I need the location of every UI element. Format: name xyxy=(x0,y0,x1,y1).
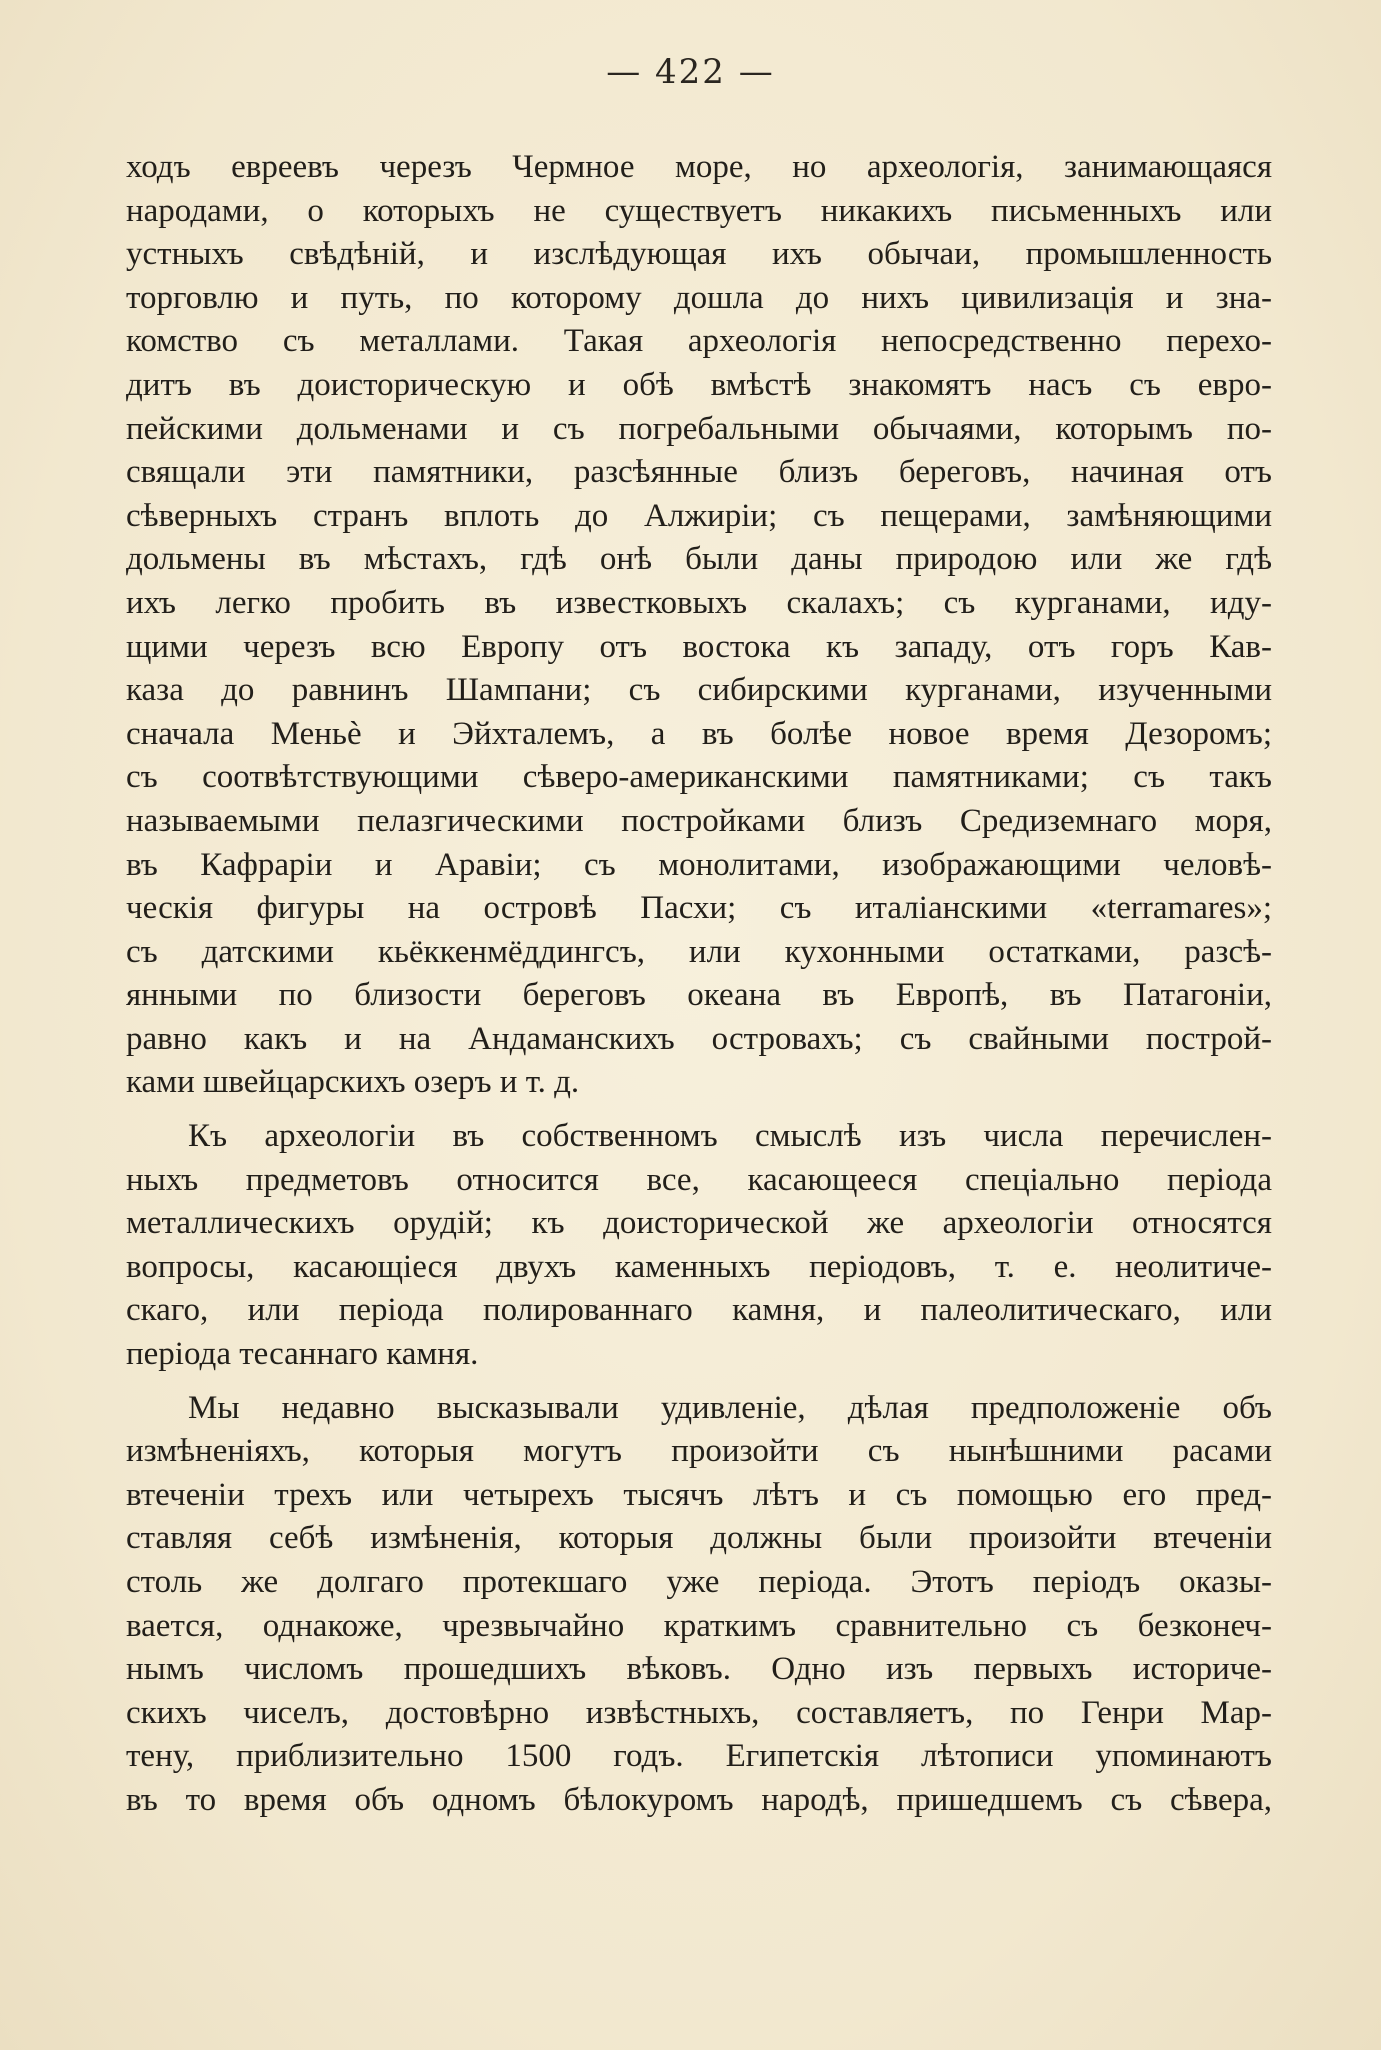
text-line: ками швейцарскихъ озеръ и т. д. xyxy=(126,1064,580,1101)
text-line: сѣверныхъ странъ вплоть до Алжиріи; съ пещерами, замѣняющими xyxy=(126,497,1272,534)
text-line: устныхъ свѣдѣній, и изслѣдующая ихъ обычаи, промышленность xyxy=(126,236,1272,273)
body-text xyxy=(126,146,1272,1823)
text-line: янными по близости береговъ океана въ Европѣ, въ Патагоніи, xyxy=(126,977,1272,1014)
text-line: свящали эти памятники, разсѣянные близъ береговъ, начиная отъ xyxy=(126,454,1272,491)
text-line: столь же долгаго протекшаго уже періода. Этотъ періодъ оказы- xyxy=(126,1564,1272,1600)
text-line: народами, о которыхъ не существуетъ никакихъ письменныхъ или xyxy=(126,192,1272,229)
text-line: скаго, или періода полированнаго камня, и палеолитическаго, или xyxy=(126,1292,1272,1329)
text-line: съ соотвѣтствующими сѣверо-американскими памятниками; съ такъ xyxy=(126,759,1272,796)
text-line: дитъ въ доисторическую и обѣ вмѣстѣ знакомятъ насъ съ евро- xyxy=(126,366,1272,403)
text-line: съ датскими кьёккенмёддингсъ, или кухонными остатками, разсѣ- xyxy=(126,933,1272,970)
text-line: измѣненіяхъ, которыя могутъ произойти съ нынѣшними расами xyxy=(126,1433,1272,1470)
text-line: въ то время объ одномъ бѣлокуромъ народѣ, пришедшемъ съ сѣвера, xyxy=(126,1781,1272,1818)
text-line: металлическихъ орудій; къ доисторической же археологіи относятся xyxy=(126,1205,1272,1242)
text-line: ставляя себѣ измѣненія, которыя должны были произойти втеченіи xyxy=(126,1520,1272,1557)
text-line: называемыми пелазгическими постройками близъ Средиземнаго моря, xyxy=(126,802,1272,839)
text-line: пейскими дольменами и съ погребальными обычаями, которымъ по- xyxy=(126,410,1272,447)
text-line: въ Кафраріи и Аравіи; съ монолитами, изображающими человѣ- xyxy=(126,846,1272,883)
text-line: ческія фигуры на островѣ Пасхи; съ италіанскими «terramares»; xyxy=(126,890,1272,927)
text-line: скихъ чиселъ, достовѣрно извѣстныхъ, составляетъ, по Генри Мар- xyxy=(126,1694,1272,1731)
text-line: Мы недавно высказывали удивленіе, дѣлая предположеніе объ xyxy=(188,1389,1272,1426)
text-line: равно какъ и на Андаманскихъ островахъ; съ свайными построй- xyxy=(126,1020,1272,1057)
text-line: щими черезъ всю Европу отъ востока къ западу, отъ горъ Кав- xyxy=(126,628,1272,665)
text-line: ходъ евреевъ черезъ Чермное море, но археологія, занимающаяся xyxy=(126,149,1272,185)
text-line: Къ археологіи въ собственномъ смыслѣ изъ числа перечислен- xyxy=(188,1118,1272,1155)
paragraph-1 xyxy=(126,146,1272,1105)
text-line: сначала Меньѐ и Эйхталемъ, а въ болѣе новое время Дезоромъ; xyxy=(126,715,1272,752)
text-line: вопросы, касающіеся двухъ каменныхъ періодовъ, т. е. неолитиче- xyxy=(126,1248,1272,1285)
text-line: нымъ числомъ прошедшихъ вѣковъ. Одно изъ первыхъ историче- xyxy=(126,1651,1272,1688)
page-number: — 422 — xyxy=(606,52,775,92)
text-line: торговлю и путь, по которому дошла до нихъ цивилизація и зна- xyxy=(126,279,1272,316)
text-line: ныхъ предметовъ относится все, касающееся спеціально періода xyxy=(126,1161,1272,1198)
paragraph-2 xyxy=(126,1115,1272,1377)
text-line: тену, приблизительно 1500 годъ. Египетскія лѣтописи упоминаютъ xyxy=(126,1738,1272,1775)
text-line: каза до равнинъ Шампани; съ сибирскими курганами, изученными xyxy=(126,672,1272,709)
text-line: вается, однакоже, чрезвычайно краткимъ сравнительно съ безконеч- xyxy=(126,1607,1272,1644)
text-line: комство съ металлами. Такая археологія непосредственно перехо- xyxy=(126,323,1272,360)
text-line: періода тесаннаго камня. xyxy=(126,1336,479,1373)
paragraph-3 xyxy=(126,1387,1272,1823)
text-line: втеченіи трехъ или четырехъ тысячъ лѣтъ и съ помощью его пред- xyxy=(126,1476,1272,1513)
text-line: ихъ легко пробить въ известковыхъ скалахъ; съ курганами, иду- xyxy=(126,584,1272,621)
text-line: дольмены въ мѣстахъ, гдѣ онѣ были даны природою или же гдѣ xyxy=(126,541,1272,578)
